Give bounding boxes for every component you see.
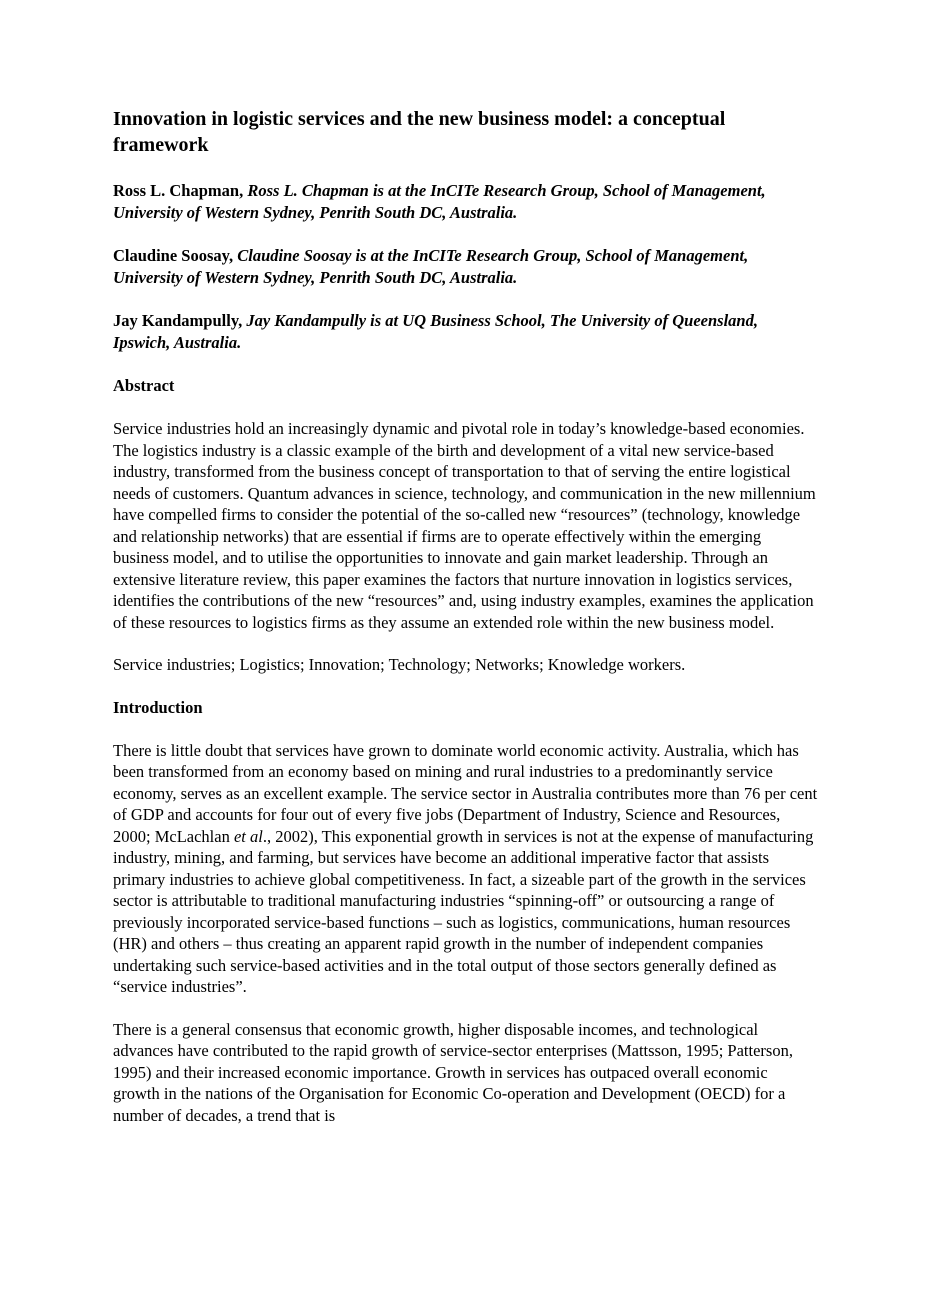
author-name: Jay Kandampully, <box>113 311 243 330</box>
paper-title: Innovation in logistic services and the new business model: a conceptual framework <box>113 108 726 156</box>
abstract-text: Service industries hold an increasingly dynamic and pivotal role in today’s knowledge-based economies. The logistics industry is a classic example of the birth and development of a vital new service-based industry, transformed from the business concept of transportation to that of serving the entire logistical needs of customers. Quantum advances in science, technology, and communication in the new millennium have compelled firms to consider the potential of the so-called new “resources” (technology, knowledge and relationship networks) that are essential if firms are to operate effectively within the emerging business model, and to utilise the opportunities to innovate and gain market leadership. Through an extensive literature review, this paper examines the factors that nurture innovation in logistics services, identifies the contributions of the new “resources” and, using industry examples, examines the application of these resources to logistics firms as they assume an extended role within the new business model. <box>113 419 816 632</box>
author-name: Claudine Soosay, <box>113 246 234 265</box>
author-affiliation: Claudine Soosay is at the InCITe Research Group, School of Management, University of Western Sydney, Penrith South DC, Australia. <box>113 246 749 287</box>
author-affiliation: Ross L. Chapman is at the InCITe Research Group, School of Management, University of Western Sydney, Penrith South DC, Australia. <box>113 181 766 222</box>
author-block <box>113 310 818 354</box>
introduction-heading: Introduction <box>113 697 203 717</box>
author-block <box>113 245 818 289</box>
introduction-paragraph-1 <box>113 740 818 998</box>
author-name: Ross L. Chapman, <box>113 181 244 200</box>
intro-p1-text-cont: ., 2002), This exponential growth in services is not at the expense of manufacturing industry, mining, and farming, but services have become an additional imperative factor that assists primary industries to achieve global competitiveness. In fact, a sizeable part of the growth in the services sector is attributable to traditional manufacturing industries “spinning-off” or outsourcing a range of previously incorporated service-based functions – such as logistics, communications, human resources (HR) and others – thus creating an apparent rapid growth in the number of independent companies undertaking such service-based activities and in the total output of those sectors generally defined as “service industries”. <box>113 826 814 996</box>
keywords-line: Service industries; Logistics; Innovation; Technology; Networks; Knowledge workers. <box>113 655 686 674</box>
abstract-heading: Abstract <box>113 376 175 395</box>
author-block <box>113 180 818 224</box>
intro-p1-text: There is little doubt that services have grown to dominate world economic activity. Australia, which has been transformed from an economy based on mining and rural industries to a predominantly service economy, serves as an excellent example. The service sector in Australia contributes more than 76 per cent of GDP and accounts for four out of every five jobs (Department of Industry, Science and Resources, 2000; McLachlan <box>113 740 818 846</box>
author-affiliation: Jay Kandampully is at UQ Business School, The University of Queensland, Ipswich, Australia. <box>113 311 758 352</box>
intro-p1-etal: et al <box>233 826 263 846</box>
introduction-paragraph-2: There is a general consensus that economic growth, higher disposable incomes, and technological advances have contributed to the rapid growth of service-sector enterprises (Mattsson, 1995; Patterson, 1995) and their increased economic importance. Growth in services has outpaced overall economic growth in the nations of the Organisation for Economic Co-operation and Development (OECD) for a number of decades, a trend that is <box>113 1019 793 1125</box>
